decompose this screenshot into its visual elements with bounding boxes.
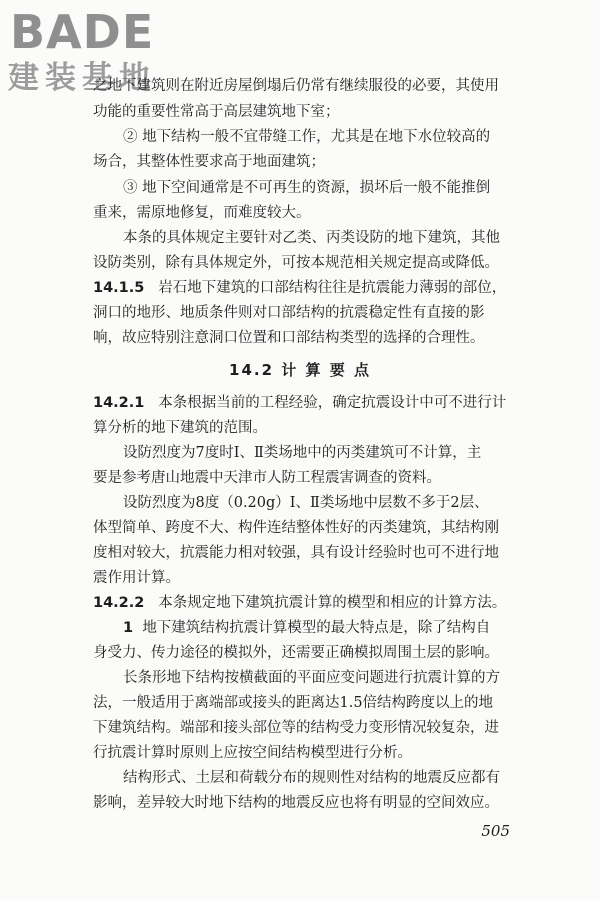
- paragraph-line: 结构形式、土层和荷载分布的规则性对结构的地震反应都有: [123, 770, 500, 786]
- clause-text: 本条根据当前的工程经验，确定抗震设计中可不进行计: [158, 395, 507, 411]
- paragraph-line: 设防类别，除有具体规定外，可按本规范相关规定提高或降低。: [93, 255, 499, 271]
- paragraph-line: 之地下建筑则在附近房屋倒塌后仍常有继续服役的必要，其使用: [93, 78, 499, 94]
- paragraph-line: 震作用计算。: [93, 570, 180, 586]
- clause-text: 岩石地下建筑的口部结构往往是抗震能力薄弱的部位，: [158, 280, 507, 296]
- paragraph-line: 身受力、传力途径的模拟外，还需要正确模拟周围土层的影响。: [93, 645, 499, 661]
- paragraph-line: 影响，差异较大时地下结构的地震反应也将有明显的空间效应。: [93, 795, 499, 811]
- clause-number: 14.2.2: [93, 595, 145, 611]
- paragraph-line: 下建筑结构。端部和接头部位等的结构受力变形情况较复杂，进: [93, 720, 499, 736]
- clause-2-2: [93, 594, 510, 612]
- clause-text: 本条规定地下建筑抗震计算的模型和相应的计算方法。: [158, 595, 507, 611]
- list-item-1: [123, 619, 510, 637]
- paragraph-line: 度相对较大，抗震能力相对较强，具有设计经验时也可不进行地: [93, 545, 499, 561]
- paragraph-line: 体型简单、跨度不大、构件连结整体性好的丙类建筑，其结构刚: [93, 520, 499, 536]
- clause-number: 14.1.5: [93, 280, 145, 296]
- paragraph-line: 长条形地下结构按横截面的平面应变问题进行抗震计算的方: [123, 670, 500, 686]
- paragraph-line: 本条的具体规定主要针对乙类、丙类设防的地下建筑，其他: [123, 230, 500, 246]
- page-number: 505: [481, 822, 510, 840]
- list-item-3: ③ 地下空间通常是不可再生的资源，损坏后一般不能推倒: [123, 180, 491, 196]
- paragraph-line: 法，一般适用于离端部或接头的距离达1.5倍结构跨度以上的地: [93, 695, 494, 711]
- paragraph-line: 行抗震计算时原则上应按空间结构模型进行分析。: [93, 745, 412, 761]
- paragraph-line: 设防烈度为7度时Ⅰ、Ⅱ类场地中的丙类建筑可不计算，主: [123, 445, 482, 461]
- paragraph-line: 要是参考唐山地震中天津市人防工程震害调查的资料。: [93, 470, 441, 486]
- clause-1-1-5: [93, 279, 510, 297]
- paragraph-line: 功能的重要性常高于高层建筑地下室；: [93, 104, 340, 120]
- paragraph-line: 洞口的地形、地质条件则对口部结构的抗震稳定性有直接的影: [93, 305, 485, 321]
- paragraph-line: 算分析的地下建筑的范围。: [93, 420, 267, 436]
- clause-2-1: [93, 394, 510, 412]
- section-heading: 14.2 计 算 要 点: [229, 361, 371, 379]
- item-text: 地下建筑结构抗震计算模型的最大特点是，除了结构自: [142, 620, 491, 636]
- logo-subtitle: 建装基地: [8, 60, 156, 96]
- list-item-2: ② 地下结构一般不宜带缝工作，尤其是在地下水位较高的: [123, 129, 491, 145]
- paragraph-line: 重来，需原地修复，而难度较大。: [93, 205, 311, 221]
- logo-wordmark: BADE: [10, 5, 155, 59]
- paragraph-line: 设防烈度为8度（0.20g）Ⅰ、Ⅱ类场地中层数不多于2层、: [123, 495, 489, 511]
- paragraph-line: 场合，其整体性要求高于地面建筑；: [93, 154, 325, 170]
- item-number: 1: [123, 620, 134, 636]
- paragraph-line: 响，故应特别注意洞口位置和口部结构类型的选择的合理性。: [93, 330, 485, 346]
- clause-number: 14.2.1: [93, 395, 145, 411]
